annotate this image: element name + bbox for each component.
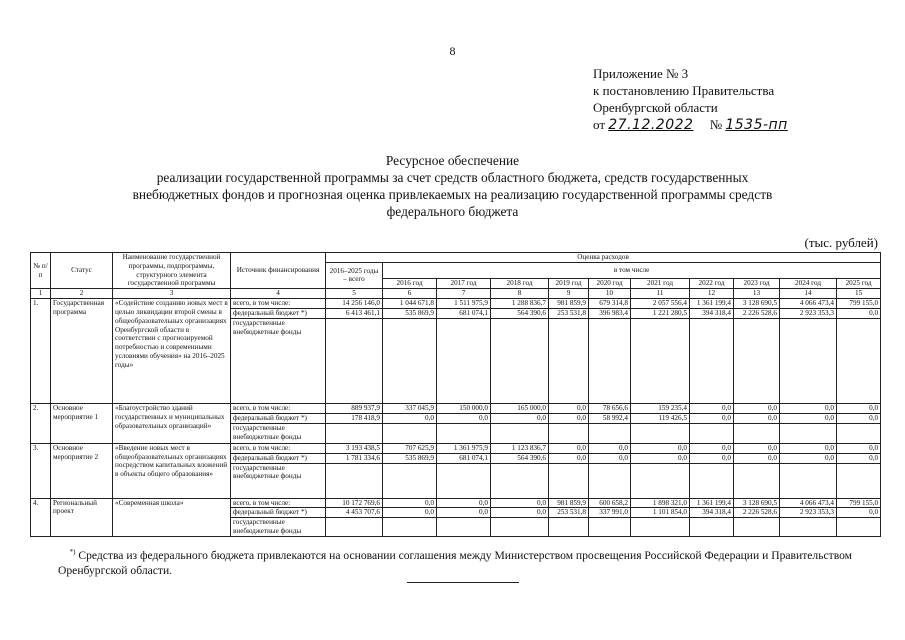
value-cell <box>837 518 881 537</box>
value-cell <box>326 318 383 403</box>
table-row <box>31 299 881 309</box>
value-cell <box>383 318 437 403</box>
header-year: 2024 год <box>780 279 837 289</box>
source-label: всего, в том числе: <box>231 443 326 453</box>
row-status: Государственная программа <box>51 299 113 404</box>
source-label: федеральный бюджет *) <box>231 308 326 318</box>
header-no: № п/п <box>31 253 51 289</box>
value-cell: 0,0 <box>549 413 589 423</box>
value-cell: 0,0 <box>837 308 881 318</box>
header-estimate: Оценка расходов <box>326 253 881 263</box>
handwritten-number: 1535-пп <box>725 117 788 133</box>
value-cell <box>837 463 881 498</box>
value-cell <box>589 463 631 498</box>
value-cell: 679 314,8 <box>589 299 631 309</box>
value-cell: 0,0 <box>437 413 491 423</box>
value-cell: 2 226 528,6 <box>734 308 780 318</box>
value-cell: 58 992,4 <box>589 413 631 423</box>
value-cell: 394 318,4 <box>690 308 734 318</box>
value-cell: 0,0 <box>491 498 549 508</box>
number-label: № <box>709 117 723 132</box>
value-cell <box>734 463 780 498</box>
value-cell <box>437 463 491 498</box>
value-cell: 3 193 438,5 <box>326 443 383 453</box>
table-row <box>31 498 881 508</box>
header-status: Статус <box>51 253 113 289</box>
value-cell <box>383 423 437 443</box>
value-cell: 14 256 146,0 <box>326 299 383 309</box>
value-cell <box>491 518 549 537</box>
column-number: 11 <box>631 289 690 299</box>
value-cell: 0,0 <box>837 508 881 518</box>
value-cell: 0,0 <box>589 443 631 453</box>
value-cell: 1 361 199,4 <box>690 498 734 508</box>
value-cell: 0,0 <box>690 453 734 463</box>
header-name: Наименование государственной программы, подпрограммы, структурного элемента государственной программы <box>113 253 231 289</box>
footnote-text: Средства из федерального бюджета привлекаются на основании соглашения между Министерством просвещения Российской Федерации и Правительством Оренбургской области. <box>58 548 853 578</box>
document-title <box>60 152 845 220</box>
value-cell: 0,0 <box>491 508 549 518</box>
value-cell <box>631 318 690 403</box>
value-cell: 1 781 334,6 <box>326 453 383 463</box>
header-year: 2025 год <box>837 279 881 289</box>
value-cell <box>437 318 491 403</box>
column-number: 2 <box>51 289 113 299</box>
value-cell <box>326 463 383 498</box>
row-status: Региональный проект <box>51 498 113 536</box>
value-cell <box>690 423 734 443</box>
value-cell <box>383 518 437 537</box>
value-cell: 889 937,9 <box>326 403 383 413</box>
row-name: «Благоустройство зданий государственных и муниципальных образовательных организаций» <box>113 403 231 443</box>
value-cell: 0,0 <box>734 403 780 413</box>
value-cell <box>589 518 631 537</box>
header-source: Источник финансирования <box>231 253 326 289</box>
value-cell: 681 074,1 <box>437 453 491 463</box>
value-cell <box>734 423 780 443</box>
column-number: 3 <box>113 289 231 299</box>
row-no: 1. <box>31 299 51 404</box>
value-cell <box>690 318 734 403</box>
source-label: всего, в том числе: <box>231 299 326 309</box>
header-year: 2017 год <box>437 279 491 289</box>
value-cell: 0,0 <box>491 413 549 423</box>
value-cell: 0,0 <box>780 403 837 413</box>
value-cell: 0,0 <box>690 403 734 413</box>
title-line-2: реализации государственной программы за счет средств областного бюджета, средств государственных <box>156 170 749 185</box>
value-cell: 2 057 556,4 <box>631 299 690 309</box>
value-cell <box>491 463 549 498</box>
value-cell: 1 511 975,9 <box>437 299 491 309</box>
value-cell <box>734 518 780 537</box>
value-cell: 1 221 280,5 <box>631 308 690 318</box>
source-label: государственные внебюджетные фонды <box>231 318 326 403</box>
value-cell <box>780 318 837 403</box>
value-cell: 1 101 854,0 <box>631 508 690 518</box>
header-year: 2019 год <box>549 279 589 289</box>
value-cell <box>690 463 734 498</box>
header-year: 2021 год <box>631 279 690 289</box>
value-cell: 707 625,9 <box>383 443 437 453</box>
value-cell: 10 172 769,6 <box>326 498 383 508</box>
handwritten-date: 27.12.2022 <box>608 117 694 133</box>
bottom-rule <box>407 582 519 583</box>
footnote-mark: *) <box>69 548 76 556</box>
header-total: 2016–2025 годы – всего <box>326 262 383 288</box>
value-cell: 0,0 <box>690 413 734 423</box>
value-cell: 3 128 690,5 <box>734 498 780 508</box>
value-cell <box>437 518 491 537</box>
column-number: 13 <box>734 289 780 299</box>
value-cell: 0,0 <box>631 443 690 453</box>
source-label: федеральный бюджет *) <box>231 413 326 423</box>
value-cell: 2 923 353,3 <box>780 508 837 518</box>
header-year: 2016 год <box>383 279 437 289</box>
value-cell <box>837 318 881 403</box>
row-no: 4. <box>31 498 51 536</box>
value-cell: 1 288 836,7 <box>491 299 549 309</box>
value-cell: 535 869,9 <box>383 308 437 318</box>
row-status: Основное мероприятие 1 <box>51 403 113 443</box>
header-year: 2018 год <box>491 279 549 289</box>
source-label: всего, в том числе: <box>231 498 326 508</box>
table-row <box>31 403 881 413</box>
value-cell: 0,0 <box>383 508 437 518</box>
row-no: 3. <box>31 443 51 498</box>
appendix-block <box>593 65 788 134</box>
column-number: 4 <box>231 289 326 299</box>
value-cell: 6 413 461,1 <box>326 308 383 318</box>
source-label: федеральный бюджет *) <box>231 453 326 463</box>
from-label: от <box>593 117 606 132</box>
value-cell: 535 869,9 <box>383 453 437 463</box>
row-name: «Введение новых мест в общеобразовательных организациях посредством капитальных вложений в объекты общего образования» <box>113 443 231 498</box>
resource-table <box>30 252 881 537</box>
column-number: 9 <box>549 289 589 299</box>
value-cell: 0,0 <box>734 453 780 463</box>
value-cell: 0,0 <box>549 443 589 453</box>
value-cell <box>631 518 690 537</box>
value-cell: 981 859,9 <box>549 299 589 309</box>
value-cell: 0,0 <box>780 453 837 463</box>
value-cell: 3 128 690,5 <box>734 299 780 309</box>
source-label: государственные внебюджетные фонды <box>231 423 326 443</box>
column-number: 12 <box>690 289 734 299</box>
appendix-line-3: Оренбургской области <box>593 100 718 115</box>
footnote <box>58 545 888 579</box>
value-cell: 165 000,0 <box>491 403 549 413</box>
value-cell <box>549 463 589 498</box>
value-cell: 4 066 473,4 <box>780 498 837 508</box>
value-cell: 0,0 <box>734 413 780 423</box>
value-cell: 337 991,0 <box>589 508 631 518</box>
value-cell: 253 531,8 <box>549 508 589 518</box>
value-cell: 396 983,4 <box>589 308 631 318</box>
value-cell: 0,0 <box>837 413 881 423</box>
column-number: 5 <box>326 289 383 299</box>
column-number: 7 <box>437 289 491 299</box>
value-cell: 1 361 199,4 <box>690 299 734 309</box>
header-year: 2020 год <box>589 279 631 289</box>
row-name: «Содействие созданию новых мест в целью ликвидации второй смены в общеобразовательных организациях Оренбургской области в соответствии с прогнозируемой потребностью и современными условиями обучения» на 2016–2025 годы» <box>113 299 231 404</box>
value-cell: 0,0 <box>549 403 589 413</box>
value-cell: 0,0 <box>734 443 780 453</box>
value-cell <box>780 518 837 537</box>
value-cell <box>437 423 491 443</box>
appendix-line-2: к постановлению Правительства <box>593 83 775 98</box>
value-cell: 1 898 321,0 <box>631 498 690 508</box>
column-numbers-row <box>31 289 881 299</box>
value-cell: 159 235,4 <box>631 403 690 413</box>
value-cell: 981 859,9 <box>549 498 589 508</box>
value-cell: 564 390,6 <box>491 308 549 318</box>
column-number: 6 <box>383 289 437 299</box>
value-cell: 0,0 <box>780 443 837 453</box>
value-cell: 253 531,8 <box>549 308 589 318</box>
value-cell: 0,0 <box>837 453 881 463</box>
value-cell: 0,0 <box>780 413 837 423</box>
value-cell <box>780 423 837 443</box>
table-row <box>31 443 881 453</box>
value-cell <box>631 423 690 443</box>
value-cell: 799 155,0 <box>837 299 881 309</box>
value-cell: 0,0 <box>837 443 881 453</box>
column-number: 1 <box>31 289 51 299</box>
units-label: (тыс. рублей) <box>804 235 878 250</box>
value-cell <box>589 423 631 443</box>
header-year: 2023 год <box>734 279 780 289</box>
value-cell: 394 318,4 <box>690 508 734 518</box>
value-cell: 564 390,6 <box>491 453 549 463</box>
value-cell: 78 656,6 <box>589 403 631 413</box>
value-cell: 337 045,9 <box>383 403 437 413</box>
value-cell <box>326 518 383 537</box>
value-cell: 0,0 <box>549 453 589 463</box>
header-year: 2022 год <box>690 279 734 289</box>
title-line-4: федерального бюджета <box>386 204 519 219</box>
header-including: в том числе <box>383 262 881 279</box>
title-line-1: Ресурсное обеспечение <box>385 153 520 168</box>
value-cell: 681 074,1 <box>437 308 491 318</box>
value-cell: 0,0 <box>837 403 881 413</box>
value-cell <box>690 518 734 537</box>
value-cell: 600 658,2 <box>589 498 631 508</box>
value-cell <box>734 318 780 403</box>
row-no: 2. <box>31 403 51 443</box>
value-cell: 0,0 <box>589 453 631 463</box>
value-cell: 0,0 <box>383 498 437 508</box>
value-cell <box>549 318 589 403</box>
value-cell: 1 044 671,8 <box>383 299 437 309</box>
value-cell: 0,0 <box>690 443 734 453</box>
column-number: 14 <box>780 289 837 299</box>
value-cell <box>549 423 589 443</box>
value-cell <box>837 423 881 443</box>
value-cell <box>491 318 549 403</box>
source-label: федеральный бюджет *) <box>231 508 326 518</box>
title-line-3: внебюджетных фондов и прогнозная оценка привлекаемых на реализацию государственной программы средств <box>132 187 773 202</box>
value-cell: 4 066 473,4 <box>780 299 837 309</box>
value-cell: 0,0 <box>631 453 690 463</box>
source-label: всего, в том числе: <box>231 403 326 413</box>
value-cell <box>326 423 383 443</box>
value-cell: 150 000,0 <box>437 403 491 413</box>
value-cell: 799 155,0 <box>837 498 881 508</box>
value-cell: 0,0 <box>437 498 491 508</box>
value-cell <box>549 518 589 537</box>
value-cell: 2 923 353,3 <box>780 308 837 318</box>
column-number: 15 <box>837 289 881 299</box>
row-status: Основное мероприятие 2 <box>51 443 113 498</box>
value-cell: 0,0 <box>437 508 491 518</box>
column-number: 8 <box>491 289 549 299</box>
value-cell <box>631 463 690 498</box>
value-cell: 0,0 <box>383 413 437 423</box>
value-cell: 1 361 975,9 <box>437 443 491 453</box>
page-number: 8 <box>449 44 456 58</box>
value-cell <box>491 423 549 443</box>
row-name: «Современная школа» <box>113 498 231 536</box>
value-cell: 2 226 528,6 <box>734 508 780 518</box>
value-cell: 119 426,5 <box>631 413 690 423</box>
appendix-line-4 <box>593 116 788 134</box>
value-cell <box>589 318 631 403</box>
source-label: государственные внебюджетные фонды <box>231 463 326 498</box>
value-cell <box>780 463 837 498</box>
value-cell <box>383 463 437 498</box>
value-cell: 4 453 707,6 <box>326 508 383 518</box>
value-cell: 178 418,9 <box>326 413 383 423</box>
source-label: государственные внебюджетные фонды <box>231 518 326 537</box>
column-number: 10 <box>589 289 631 299</box>
appendix-line-1: Приложение № 3 <box>593 66 689 81</box>
value-cell: 1 123 836,7 <box>491 443 549 453</box>
